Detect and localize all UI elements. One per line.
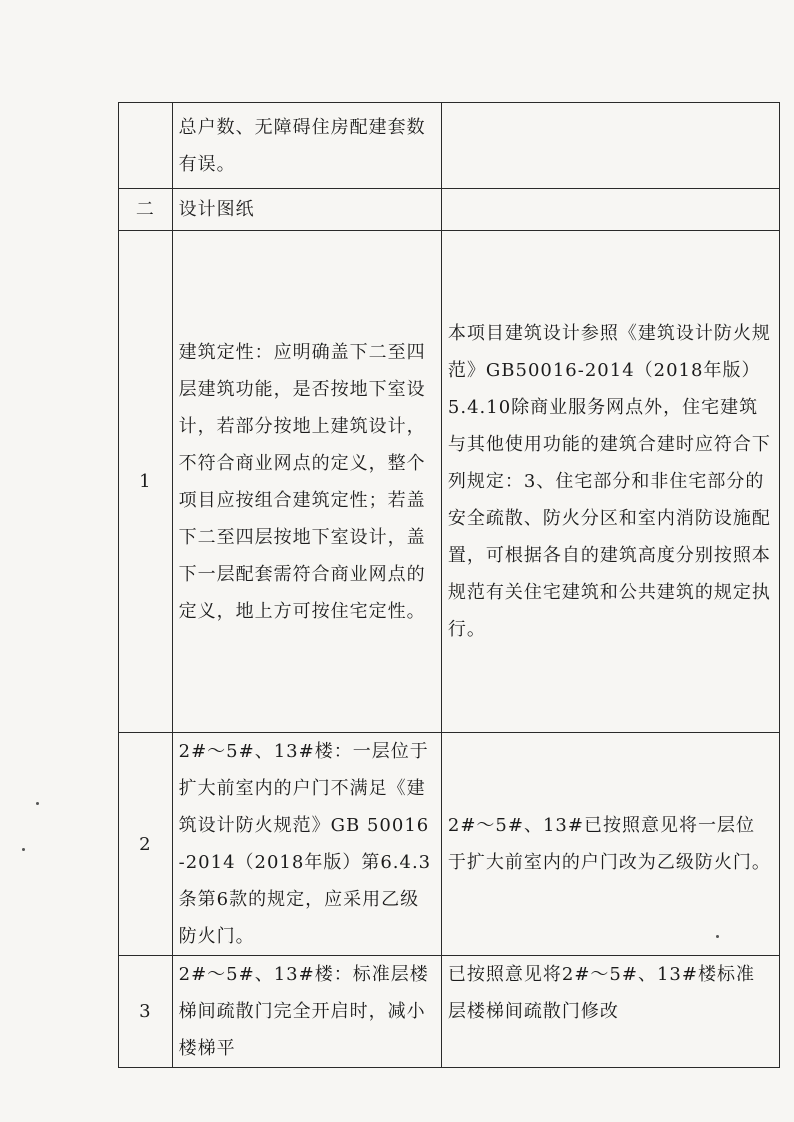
review-comment: 建筑定性：应明确盖下二至四层建筑功能，是否按地下室设计，若部分按地上建筑设计，不符合商业网点的定义，整个项目应按组合建筑定性；若盖下二至四层按地下室设计，盖下一层配套需符合商业网点的定义，地上方可按住宅定性。 [172,231,441,733]
response: 本项目建筑设计参照《建筑设计防火规范》GB50016-2014（2018年版）5.4.10除商业服务网点外，住宅建筑与其他使用功能的建筑合建时应符合下列规定：3、住宅部分和非住宅部分的安全疏散、防火分区和室内消防设施配置，可根据各自的建筑高度分别按照本规范有关住宅建筑和公共建筑的规定执行。 [441,231,779,733]
table-row [119,189,780,231]
row-number [119,103,173,189]
scan-speck [22,848,25,851]
table-row [119,231,780,733]
response: 2#～5#、13#已按照意见将一层位于扩大前室内的户门改为乙级防火门。 [441,733,779,956]
scan-speck [716,935,719,938]
row-number: 3 [119,956,173,1068]
table-row [119,733,780,956]
response: 已按照意见将2#～5#、13#楼标准层楼梯间疏散门修改 [441,956,779,1068]
row-number: 二 [119,189,173,231]
row-number: 1 [119,231,173,733]
row-number: 2 [119,733,173,956]
review-comment: 总户数、无障碍住房配建套数有误。 [172,103,441,189]
response [441,103,779,189]
table-row [119,103,780,189]
section-heading: 设计图纸 [172,189,441,231]
review-comment: 2#～5#、13#楼：一层位于扩大前室内的户门不满足《建筑设计防火规范》GB 50016-2014（2018年版）第6.4.3条第6款的规定，应采用乙级防火门。 [172,733,441,956]
response [441,189,779,231]
scan-speck [36,802,39,805]
review-comments-table [118,102,780,1068]
table-row [119,956,780,1068]
review-comment: 2#～5#、13#楼：标准层楼梯间疏散门完全开启时，减小楼梯平 [172,956,441,1068]
